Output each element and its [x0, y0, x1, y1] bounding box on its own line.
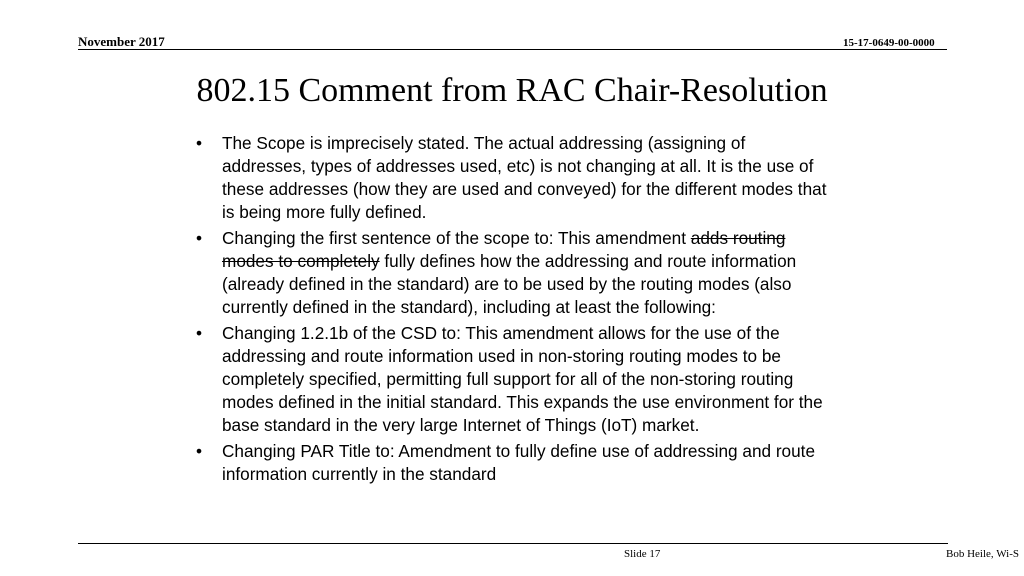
- header-date: November 2017: [78, 34, 165, 49]
- bullet-item-par-title: [194, 440, 834, 486]
- footer-divider: [78, 543, 948, 544]
- bullet-item-csd-change: [194, 322, 834, 437]
- header-doc-number: 15-17-0649-00-0000: [843, 37, 935, 49]
- bullet-text-before: Changing the first sentence of the scope to: This amendment: [222, 228, 691, 248]
- bullet-dot-icon: •: [196, 228, 203, 248]
- bullet-text: The Scope is imprecisely stated. The actual addressing (assigning of addresses, types of addresses used, etc) is not changing at all. It is the use of these addresses (how they are used and conveyed) for the different modes that is being more fully defined.: [222, 133, 827, 222]
- struck-text: adds routing modes to completely: [222, 228, 786, 271]
- slide-number: Slide 17: [624, 548, 661, 560]
- header-divider: [78, 49, 947, 50]
- footer-author: Bob Heile, Wi-S: [946, 548, 1019, 560]
- bullet-item-scope-change: [194, 227, 834, 319]
- bullet-dot-icon: •: [196, 133, 203, 153]
- slide-title: 802.15 Comment from RAC Chair-Resolution: [196, 72, 828, 109]
- bullet-list: [194, 132, 834, 489]
- bullet-dot-icon: •: [196, 441, 203, 461]
- bullet-item-scope: [194, 132, 834, 224]
- bullet-text: Changing 1.2.1b of the CSD to: This amendment allows for the use of the addressing and route information used in non-storing routing modes to be completely specified, permitting full support for all of the non-storing routing modes defined in the initial standard. This expands the use environment for the base standard in the very large Internet of Things (IoT) market.: [222, 323, 823, 435]
- bullet-text: Changing PAR Title to: Amendment to fully define use of addressing and route information currently in the standard: [222, 441, 816, 484]
- bullet-dot-icon: •: [196, 323, 203, 343]
- bullet-text-after: fully defines how the addressing and route information (already defined in the standard) are to be used by the routing modes (also currently defined in the standard), including at least the following:: [222, 251, 797, 317]
